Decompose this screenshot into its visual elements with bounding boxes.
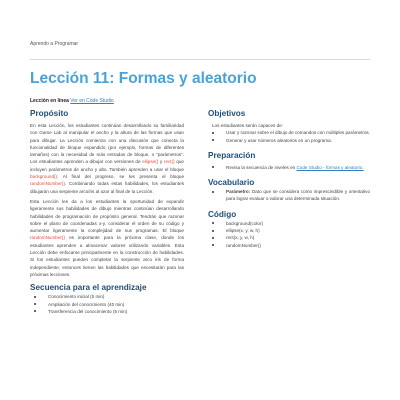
sequence-heading: Secuencia para el aprendizaje: [30, 283, 147, 293]
online-lesson-label: Lección en línea: [30, 98, 69, 104]
preparation-list: [208, 164, 370, 171]
list-item: randomNumber(): [208, 242, 370, 249]
purpose-paragraph-2: [30, 198, 184, 278]
objectives-list: [208, 129, 370, 144]
list-item: Generar y usar números aleatorios en un programa.: [208, 137, 370, 144]
header-divider: [30, 59, 370, 60]
preparation-text: Revisa la secuencia de niveles en: [226, 164, 297, 170]
list-item: Conocimiento inicial (5 min): [30, 293, 184, 300]
text-run: es importante para la próxima clase, donde los estudiantes aprenden a almacenar valores utilizando variables. Esta Lección debe enfocarse principalmente en la construcción de habilidades. Si los estudiantes pueden completar la serpiente arco iris de forma independiente, entonces tienen las habilidades que necesitarán para las próximas lecciones.: [30, 235, 184, 277]
purpose-heading: Propósito: [30, 109, 69, 118]
list-item: ellipse(x, y, w, h): [208, 227, 370, 234]
list-item: background(color): [208, 220, 370, 227]
code-studio-link[interactable]: Ver en Code Studio: [70, 98, 114, 104]
code-term: randomNumber(): [30, 235, 65, 241]
text-run: . Combinando todas estas habilidades, los estudiantes dibujarán una serpiente arcoíris al azar al final de la Lección.: [30, 181, 184, 194]
left-column: [30, 108, 184, 315]
list-item: rect(x, y, w, h): [208, 234, 370, 241]
preparation-link[interactable]: Code Studio - formas y aleatorio.: [296, 164, 364, 170]
list-item: Transferencia del conocimiento (5 min): [30, 308, 184, 315]
text-run: . Al final del progreso, se les presenta el bloque: [57, 174, 184, 180]
code-list: [208, 220, 370, 249]
list-item: [208, 188, 370, 203]
vocabulary-term: Parámetro:: [226, 189, 251, 195]
sequence-list: [30, 293, 184, 315]
text-run: Esta Lección les da a los estudiantes la oportunidad de expandir ligeramente sus habilidades de dibujo mientras continúan desarrollando habilidades de programación de propósito general. Tendrán que razonar sobre el plano de coordenadas x-y, considerar el orden de su código y aumentar ligeramente la complejidad de sus programas. El bloque: [30, 198, 184, 234]
vocabulary-heading: Vocabulario: [208, 178, 255, 188]
text-run: En esta Lección, los estudiantes continúan desarrollando su familiaridad con Game Lab al manipular el ancho y la altura de las formas que usan para dibujar. La Lección comienza con una discusión que conecta la funcionalidad de bloque expandido (por ejemplo, formas de diferentes tamaños) con la necesidad de más entradas de bloque, o "parámetros". Los estudiantes aprenden a dibujar con versiones de: [30, 123, 184, 165]
online-lesson-line: [30, 98, 114, 104]
vocabulary-list: [208, 188, 370, 203]
list-item: Ampliación del conocimiento (40 min): [30, 301, 184, 308]
code-heading: Código: [208, 209, 237, 219]
text-run: que incluyen parámetros de ancho y alto. También aprenden a usar el bloque: [30, 159, 184, 172]
list-item: Usar y razonar sobre el dibujo de comandos con múltiples parámetros.: [208, 129, 370, 136]
right-column: [208, 108, 370, 249]
objectives-heading: Objetivos: [208, 109, 246, 118]
code-term: ellipse(): [142, 159, 159, 165]
list-item: [208, 164, 370, 171]
objectives-intro: Los estudiantes serán capaces de:: [212, 123, 283, 128]
code-term: randomNumber(): [30, 181, 65, 187]
preparation-heading: Preparación: [208, 150, 256, 160]
purpose-paragraph-1: [30, 122, 184, 195]
course-header-label: Aprendo a Programar: [30, 41, 79, 47]
code-term: background(): [30, 174, 58, 180]
text-run: y: [158, 159, 164, 165]
vocabulary-definition: Dato que se considera como imprescindible y orientativo para lograr evaluar o valorar una determinada situación.: [226, 189, 370, 202]
code-term: rect(): [163, 159, 175, 165]
lesson-title: Lección 11: Formas y aleatorio: [30, 70, 257, 87]
